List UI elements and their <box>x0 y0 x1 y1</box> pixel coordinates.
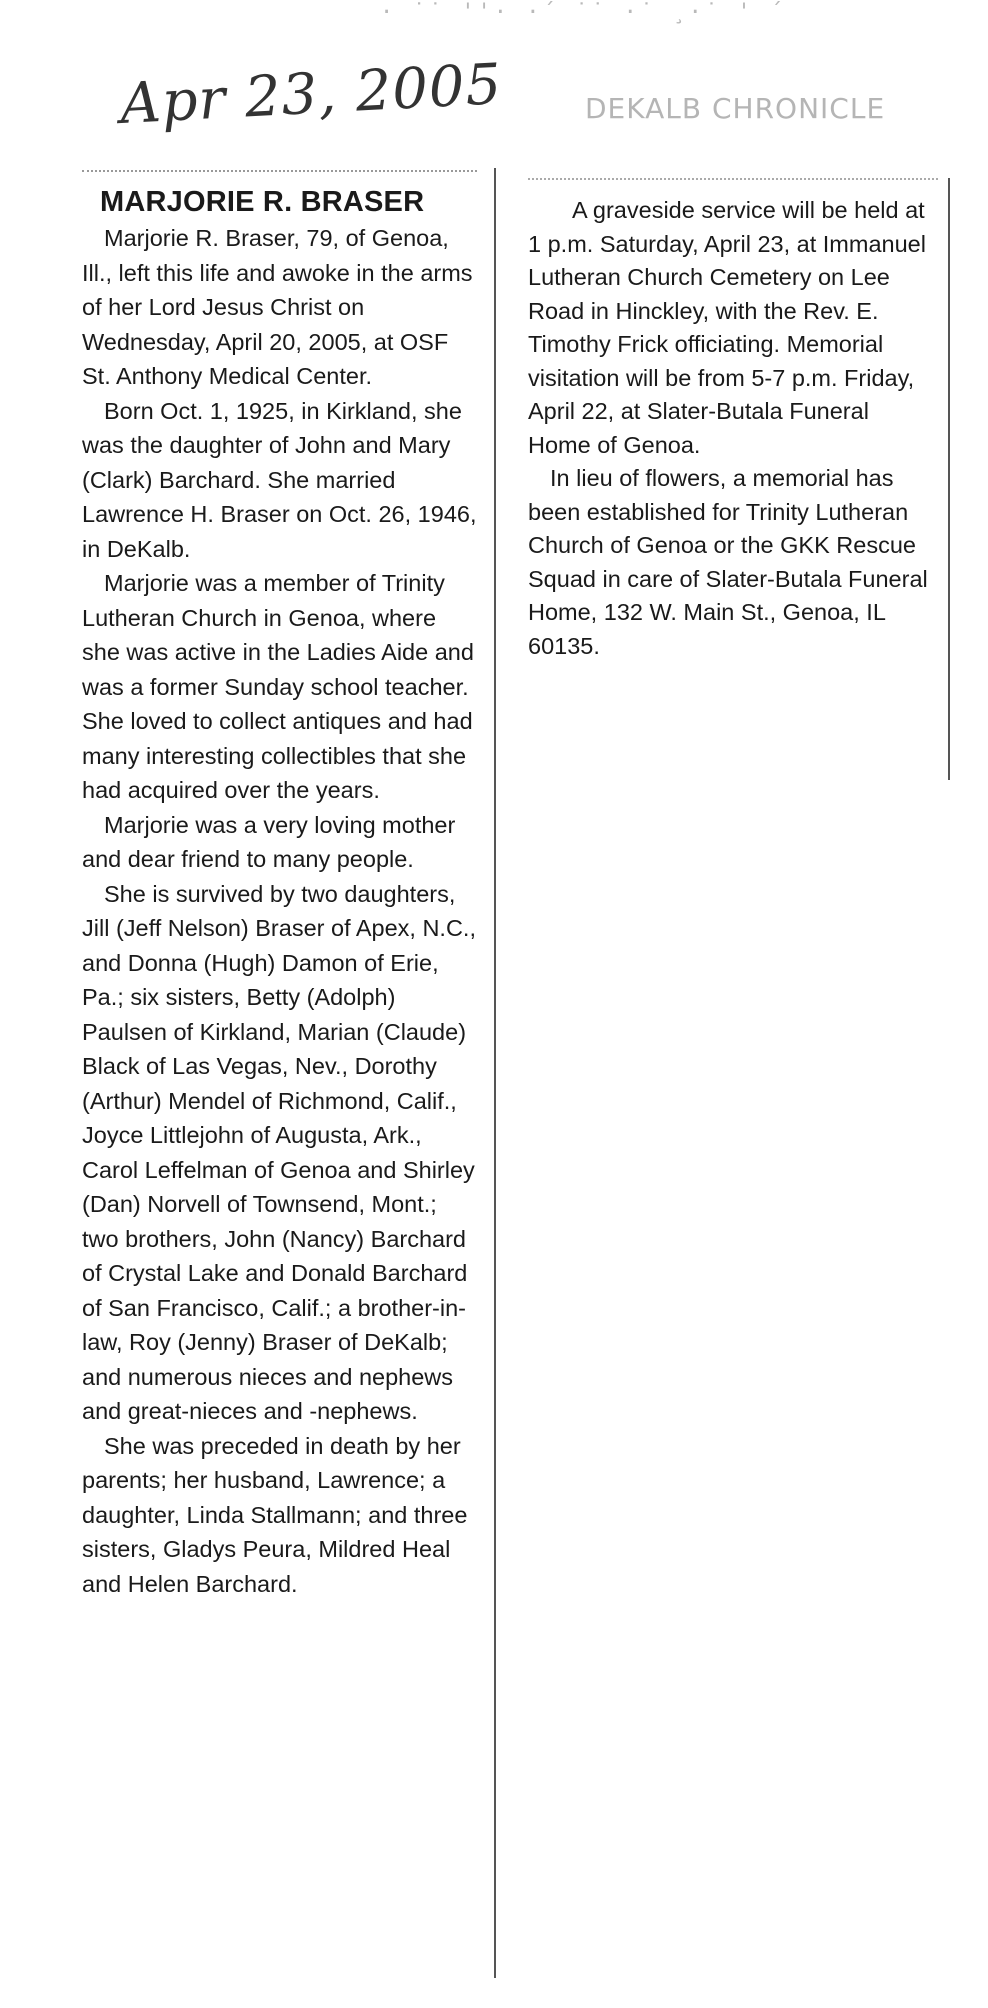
column-divider-right <box>948 178 950 780</box>
obituary-left-column <box>82 170 477 1977</box>
newspaper-masthead: DEKALB CHRONICLE <box>585 92 886 125</box>
paragraph-preceded: She was preceded in death by her parents; her husband, Lawrence; a daughter, Linda Stallmann; and three sisters, Gladys Peura, Mildred Heal and Helen Barchard. <box>82 1432 468 1597</box>
paragraph-intro: Marjorie R. Braser, 79, of Genoa, Ill., left this life and awoke in the arms of her Lord Jesus Christ on Wednesday, April 20, 2005, at OSF St. Anthony Medical Center. <box>82 225 473 389</box>
paragraph-birth: Born Oct. 1, 1925, in Kirkland, she was the daughter of John and Mary (Clark) Barchard. She married Lawrence H. Braser on Oct. 26, 1946, in DeKalb. <box>82 397 477 562</box>
paragraph-service: A graveside service will be held at 1 p.m. Saturday, April 23, at Immanuel Lutheran Church Cemetery on Lee Road in Hinckley, with the Rev. E. Timothy Frick officiating. Memorial visitation will be from 5-7 p.m. Friday, April 22, at Slater-Butala Funeral Home of Genoa. <box>528 197 926 458</box>
paragraph-survivors: She is survived by two daughters, Jill (Jeff Nelson) Braser of Apex, N.C., and Donna (Hugh) Damon of Erie, Pa.; six sisters, Betty (Adolph) Paulsen of Kirkland, Marian (Claude) Black of Las Vegas, Nev., Dorothy (Arthur) Mendel of Richmond, Calif., Joyce Littlejohn of Augusta, Ark., Carol Leffelman of Genoa and Shirley (Dan) Norvell of Townsend, Mont.; two brothers, John (Nancy) Barchard of Crystal Lake and Donald Barchard of San Francisco, Calif.; a brother-in-law, Roy (Jenny) Braser of DeKalb; and numerous nieces and nephews and great-nieces and -nephews. <box>82 880 476 1424</box>
obituary-headline: MARJORIE R. BRASER <box>100 186 425 218</box>
paragraph-church: Marjorie was a member of Trinity Lutheran Church in Genoa, where she was active in the Ladies Aide and was a former Sunday school teacher. She loved to collect antiques and had many interesting collectibles that she had acquired over the years. <box>82 570 474 803</box>
handwritten-date: Apr 23, 2005 <box>118 52 504 137</box>
obituary-right-column <box>528 178 938 775</box>
scan-header-noise: · ˙˙ ''· ·´ ˙˙ ·˙ ¸·˙ ' ´ <box>380 0 787 25</box>
column-divider-left <box>494 168 496 1978</box>
paragraph-memorial: In lieu of flowers, a memorial has been established for Trinity Lutheran Church of Genoa or the GKK Rescue Squad in care of Slater-Butala Funeral Home, 132 W. Main St., Genoa, IL 60135. <box>528 465 928 659</box>
paragraph-character: Marjorie was a very loving mother and dear friend to many people. <box>82 811 456 872</box>
